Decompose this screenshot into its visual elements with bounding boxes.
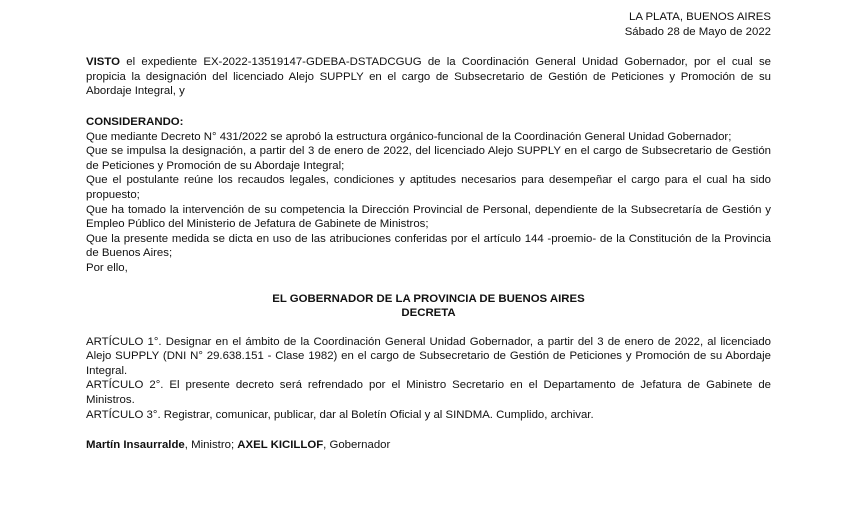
article-1: ARTÍCULO 1°. Designar en el ámbito de la Coordinación General Unidad Gobernador, a partir del 3 de enero de 2022, al licenciado Alejo SUPPLY (DNI N° 29.638.151 - Clase 1982) en el cargo de Subsecretario de Gestión de Peticiones y Promoción de su Abordaje Integral. [86, 335, 771, 377]
governor-heading: EL GOBERNADOR DE LA PROVINCIA DE BUENOS AIRES [272, 292, 585, 305]
considerando-paragraph: Que ha tomado la intervención de su competencia la Dirección Provincial de Personal, dependiente de la Subsecretaría de Gestión y Empleo Público del Ministerio de Jefatura de Gabinete de Ministros; [86, 203, 771, 231]
date-line: Sábado 28 de Mayo de 2022 [624, 25, 771, 38]
decree-document [86, 10, 771, 453]
signatures-line [86, 438, 771, 453]
por-ello-line: Por ello, [86, 261, 128, 274]
visto-text: el expediente EX-2022-13519147-GDEBA-DSTADCGUG de la Coordinación General Unidad Gobernador, por el cual se propicia la designación del licenciado Alejo SUPPLY en el cargo de Subsecretario de Gestión de Peticiones y Promoción de su Abordaje Integral, y [86, 56, 771, 98]
visto-paragraph [86, 55, 771, 99]
article-2: ARTÍCULO 2°. El presente decreto será refrendado por el Ministro Secretario en el Departamento de Jefatura de Gabinete de Ministros. [86, 379, 771, 407]
articles-section [86, 335, 771, 423]
location-line: LA PLATA, BUENOS AIRES [628, 11, 771, 23]
signatory-minister-name: Martín Insaurralde [86, 439, 185, 452]
considerando-section [86, 115, 771, 276]
considerando-paragraph: Que mediante Decreto N° 431/2022 se aprobó la estructura orgánico-funcional de la Coordinación General Unidad Gobernador; [86, 130, 732, 143]
signatory-minister-role: , Ministro; [184, 439, 238, 452]
article-3: ARTÍCULO 3°. Registrar, comunicar, publicar, dar al Boletín Oficial y al SINDMA. Cumplido, archivar. [86, 408, 594, 421]
document-header [86, 10, 771, 39]
considerando-paragraph: Que se impulsa la designación, a partir del 3 de enero de 2022, del licenciado Alejo SUPPLY en el cargo de Subsecretario de Gestión de Peticiones y Promoción de su Abordaje Integral; [86, 145, 771, 172]
signatory-governor-role: , Gobernador [323, 439, 391, 452]
considerando-title: CONSIDERANDO: [86, 115, 184, 128]
visto-label: VISTO [86, 56, 120, 69]
decree-heading [86, 292, 771, 321]
signatory-governor-name: AXEL KICILLOF [237, 439, 324, 452]
considerando-paragraph: Que el postulante reúne los recaudos legales, condiciones y aptitudes necesarios para desempeñar el cargo para el cual ha sido propuesto; [86, 174, 771, 201]
decreta-heading: DECRETA [401, 307, 456, 320]
considerando-paragraph: Que la presente medida se dicta en uso de las atribuciones conferidas por el artículo 144 -proemio- de la Constitución de la Provincia de Buenos Aires; [86, 232, 771, 260]
